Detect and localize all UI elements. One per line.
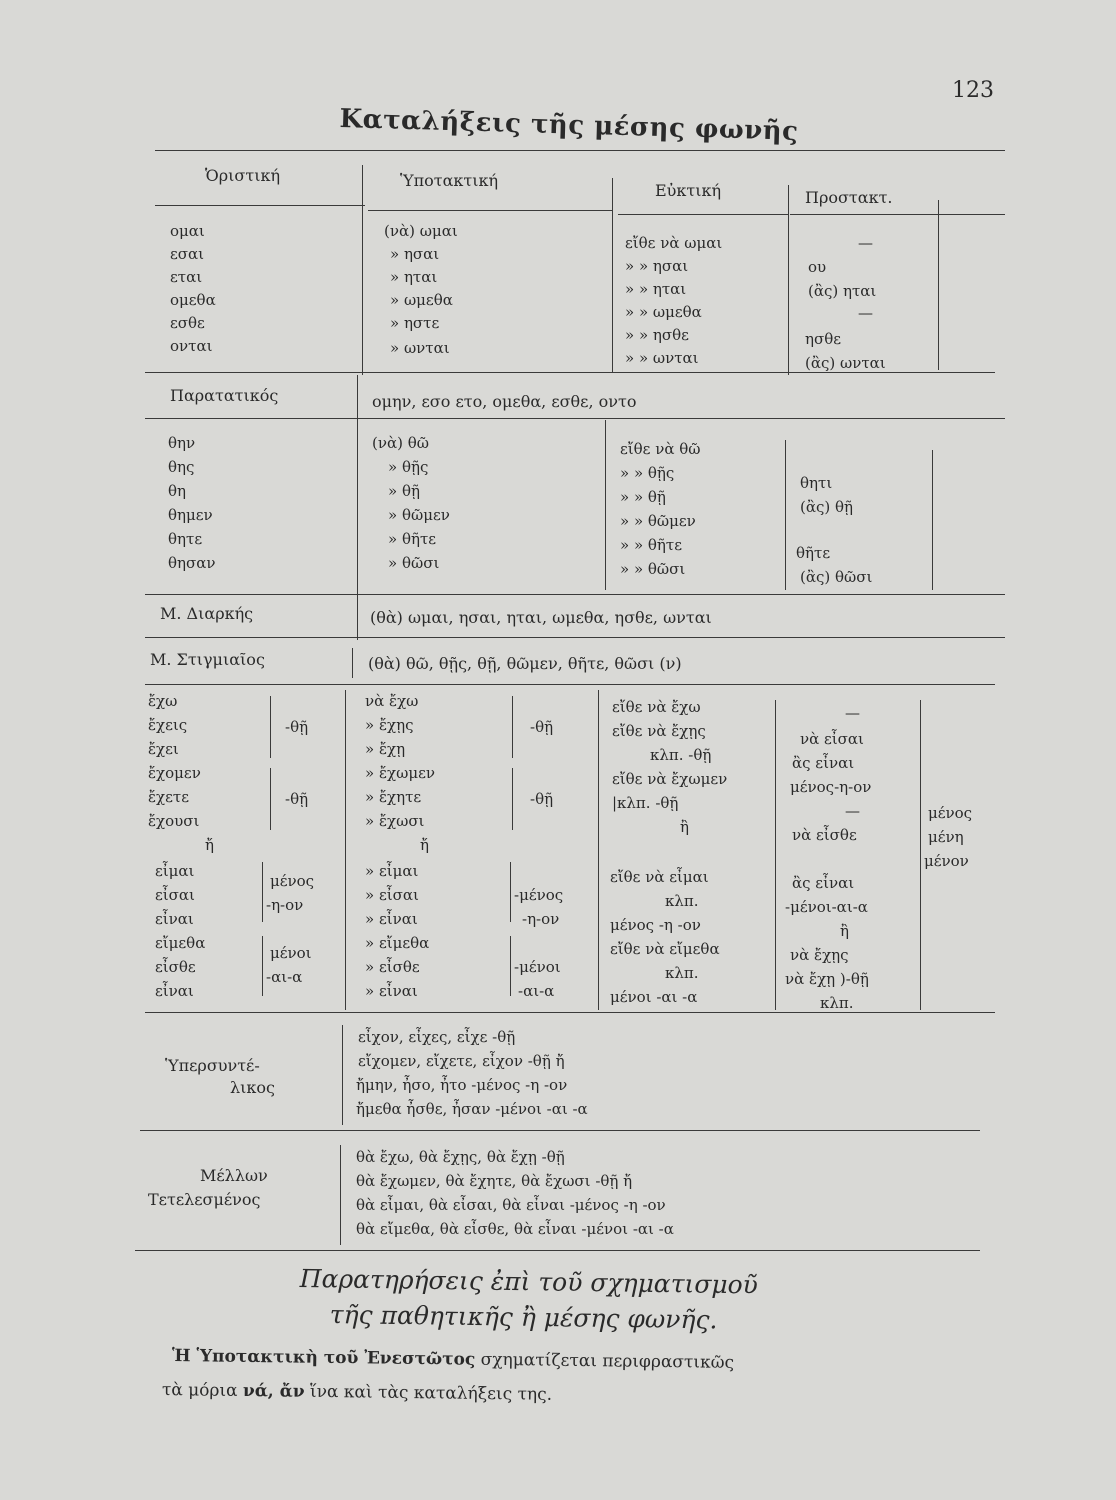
pluperfect-line: εἴχομεν, εἴχετε, εἶχον -θῇ ἤ (358, 1052, 565, 1070)
column-rule (362, 165, 363, 375)
imperfect-label: Παρατατικός (170, 386, 279, 405)
rule (155, 205, 365, 206)
imperfect-forms: ομην, εσο ετο, ομεθα, εσθε, οντο (372, 392, 637, 411)
aorist-ind: θην (168, 434, 196, 452)
pluperfect-line: ἤμεθα ἦσθε, ἦσαν -μένοι -αι -α (356, 1100, 588, 1118)
perfect-ind: εἶναι (155, 982, 194, 1000)
aorist-opt: » » θῶμεν (620, 512, 696, 530)
perfect-opt: εἴθε νὰ εἶμαι (610, 868, 709, 886)
perfect-imp: — (845, 802, 860, 820)
observations-post: ἵνα καὶ τὰς καταλήξεις της. (304, 1381, 553, 1405)
aorist-subj: » θῇς (388, 458, 429, 476)
perfect-ind: εἶσαι (155, 886, 195, 904)
perfect-subj: » εἶσαι (365, 886, 419, 904)
perfect-imp-side: μένη (928, 828, 964, 846)
present-imp: ησθε (805, 330, 842, 348)
present-opt: εἴθε νὰ ωμαι (625, 234, 723, 252)
perfect-opt: εἴθε νὰ ἔχωμεν (612, 770, 728, 788)
perfect-ind: ἔχετε (148, 788, 189, 806)
perfect-ind-suffix: μένοι (270, 944, 312, 962)
aorist-imp: (ἂς) θῇ (800, 498, 854, 516)
present-subj: » ηται (390, 268, 438, 286)
future-continuous-label: Μ. Διαρκής (160, 604, 254, 623)
perfect-ind-suffix: μένος (270, 872, 315, 890)
perfect-imp: μένος-η-ον (790, 778, 872, 796)
perfect-subj: » εἴμεθα (365, 934, 430, 952)
aorist-opt: » » θῇς (620, 464, 675, 482)
perfect-imp: νὰ ἔχῃ )-θῇ (785, 970, 869, 988)
perfect-ind: ἔχουσι (148, 812, 200, 830)
perfect-subj: » ἔχῃς (365, 716, 414, 734)
header-subjunctive: Ὑποτακτική (400, 171, 499, 190)
observations-rest: σχηματίζεται περιφραστικῶς (475, 1349, 735, 1373)
perfect-ind-suffix: -αι-α (266, 968, 303, 986)
perfect-ind: ἔχεις (148, 716, 188, 734)
present-opt: » » ωμεθα (625, 303, 702, 321)
perfect-ind: εἴμεθα (155, 934, 206, 952)
perfect-opt: κλπ. (665, 964, 699, 982)
perfect-ind-suffix: -θῇ (285, 790, 309, 808)
perfect-ind-suffix: -η-ον (266, 896, 304, 914)
perfect-ind-suffix: -θῇ (285, 718, 309, 736)
aorist-opt: » » θῶσι (620, 560, 686, 578)
perfect-subj-suffix: -μένοι (514, 958, 561, 976)
rule (145, 637, 1005, 638)
rule (368, 210, 613, 211)
observations-bold2: νά, ἄν (242, 1380, 305, 1402)
perfect-imp: ἢ (840, 922, 849, 940)
future-perfect-label: Τετελεσμένος (148, 1190, 261, 1209)
perfect-imp: ἂς εἶναι (792, 754, 855, 772)
perfect-subj: » ἔχωσι (365, 812, 425, 830)
perfect-opt: εἴθε νὰ εἴμεθα (610, 940, 720, 958)
aorist-imp: (ἂς) θῶσι (800, 568, 873, 586)
brace-line (262, 936, 263, 996)
rule (145, 372, 995, 373)
pluperfect-line: εἶχον, εἶχες, εἶχε -θῇ (358, 1028, 516, 1046)
present-subj: » ηστε (390, 314, 440, 332)
perfect-opt: μένος -η -ον (610, 916, 701, 934)
present-ind: ομεθα (170, 291, 216, 309)
column-rule (598, 690, 599, 1010)
rule (155, 150, 1005, 151)
aorist-subj: » θῆτε (388, 530, 437, 548)
brace-line (512, 696, 513, 758)
perfect-subj-suffix: -η-ον (522, 910, 560, 928)
page-title: Καταλήξεις τῆς μέσης φωνῆς (339, 104, 799, 147)
rule (790, 214, 1005, 215)
perfect-subj-suffix: -θῇ (530, 718, 554, 736)
perfect-subj-suffix: -αι-α (518, 982, 555, 1000)
perfect-imp: ἂς εἶναι (792, 874, 855, 892)
present-ind: ονται (170, 337, 213, 355)
pluperfect-label: λικος (230, 1078, 276, 1097)
aorist-imp: θῆτε (796, 544, 831, 562)
column-rule (357, 375, 358, 640)
rule (145, 594, 1005, 595)
present-ind: ομαι (170, 222, 205, 240)
pluperfect-line: ἤμην, ἦσο, ἦτο -μένος -η -ον (356, 1076, 568, 1094)
present-imp: (ἂς) ωνται (805, 354, 886, 372)
aorist-subj: (νὰ) θῶ (372, 434, 429, 452)
brace-line (270, 768, 271, 830)
perfect-opt: εἴθε νὰ ἔχω (612, 698, 701, 716)
aorist-opt: εἴθε νὰ θῶ (620, 440, 701, 458)
page-number: 123 (952, 78, 994, 103)
rule (135, 1250, 980, 1251)
rule (140, 1130, 980, 1131)
aorist-ind: θη (168, 482, 187, 500)
aorist-opt: » » θῆτε (620, 536, 682, 554)
observations-text-line1 (172, 1346, 734, 1373)
observations-pre: τὰ μόρια (161, 1380, 244, 1401)
header-imperative: Προστακτ. (805, 188, 893, 207)
perfect-opt: μένοι -αι -α (610, 988, 698, 1006)
present-imp: ου (808, 258, 827, 276)
present-imp: — (858, 234, 873, 252)
perfect-imp: νὰ εἶσθε (792, 826, 857, 844)
perfect-subj: ἤ (420, 836, 429, 854)
brace-line (512, 768, 513, 830)
header-optative: Εὐκτική (655, 181, 722, 200)
pluperfect-label: Ὑπερσυντέ- (165, 1056, 260, 1075)
perfect-imp: νὰ ἔχῃς (790, 946, 849, 964)
future-perfect-line: θὰ εἶμαι, θὰ εἶσαι, θὰ εἶναι -μένος -η -ον (356, 1196, 666, 1214)
perfect-subj-suffix: -μένος (514, 886, 564, 904)
future-simple-forms: (θὰ) θῶ, θῇς, θῇ, θῶμεν, θῆτε, θῶσι (ν) (368, 654, 682, 673)
column-rule (352, 648, 353, 678)
perfect-subj: » ἔχωμεν (365, 764, 435, 782)
present-opt: » » ηται (625, 280, 687, 298)
future-perfect-label: Μέλλων (200, 1166, 268, 1185)
present-opt: » » ωνται (625, 349, 699, 367)
present-ind: εσαι (170, 245, 205, 263)
perfect-opt: κλπ. -θῇ (650, 746, 712, 764)
perfect-subj: » εἶναι (365, 982, 418, 1000)
column-rule (605, 420, 606, 590)
column-rule (612, 178, 613, 373)
perfect-ind: ἤ (205, 836, 214, 854)
observations-title-line2: τῆς παθητικῆς ἢ μέσης φωνῆς. (329, 1300, 718, 1335)
aorist-ind: θητε (168, 530, 203, 548)
aorist-ind: θης (168, 458, 195, 476)
perfect-opt: εἴθε νὰ ἔχῃς (612, 722, 706, 740)
aorist-subj: » θῶμεν (388, 506, 450, 524)
future-perfect-line: θὰ ἔχω, θὰ ἔχῃς, θὰ ἔχῃ -θῇ (356, 1148, 565, 1166)
column-rule (342, 1025, 343, 1125)
perfect-subj: » ἔχῃ (365, 740, 406, 758)
present-imp: — (858, 304, 873, 322)
perfect-subj: » ἔχητε (365, 788, 422, 806)
observations-text-line2 (162, 1380, 552, 1405)
aorist-ind: θησαν (168, 554, 216, 572)
perfect-subj-suffix: -θῇ (530, 790, 554, 808)
present-ind: εσθε (170, 314, 205, 332)
observations-bold: Ἡ Ὑποτακτικὴ τοῦ Ἐνεστῶτος (171, 1346, 476, 1370)
perfect-opt: κλπ. (665, 892, 699, 910)
perfect-subj: » εἶναι (365, 910, 418, 928)
perfect-imp: νὰ εἶσαι (800, 730, 864, 748)
perfect-imp: -μένοι-αι-α (785, 898, 868, 916)
perfect-imp: κλπ. (820, 994, 854, 1012)
future-perfect-line: θὰ εἴμεθα, θὰ εἶσθε, θὰ εἶναι -μένοι -αι -α (356, 1220, 674, 1238)
present-opt: » » ησθε (625, 326, 689, 344)
perfect-opt: |κλπ. -θῇ (612, 794, 679, 812)
column-rule (788, 185, 789, 375)
perfect-ind: ἔχει (148, 740, 179, 758)
future-perfect-line: θὰ ἔχωμεν, θὰ ἔχητε, θὰ ἔχωσι -θῇ ἤ (356, 1172, 633, 1190)
brace-line (510, 936, 511, 996)
brace-line (270, 696, 271, 758)
perfect-ind: εἶναι (155, 910, 194, 928)
perfect-ind: ἔχομεν (148, 764, 201, 782)
column-rule (345, 690, 346, 1010)
column-rule (340, 1145, 341, 1245)
perfect-ind: εἶμαι (155, 862, 195, 880)
brace-line (510, 862, 511, 922)
rule (145, 1012, 995, 1013)
header-indicative: Ὁριστική (205, 166, 281, 185)
aorist-subj: » θῇ (388, 482, 420, 500)
column-rule (920, 700, 921, 1010)
rule (145, 418, 1005, 419)
aorist-imp: θητι (800, 474, 833, 492)
perfect-imp: — (845, 704, 860, 722)
present-imp: (ἂς) ηται (808, 282, 877, 300)
present-subj: » ωμεθα (390, 291, 453, 309)
brace-line (262, 862, 263, 922)
future-simple-label: Μ. Στιγμιαῖος (150, 650, 265, 669)
aorist-opt: » » θῇ (620, 488, 666, 506)
present-ind: εται (170, 268, 203, 286)
column-rule (938, 200, 939, 370)
present-opt: » » ησαι (625, 257, 689, 275)
perfect-subj: νὰ ἔχω (365, 692, 419, 710)
perfect-opt: ἢ (680, 818, 689, 836)
perfect-ind: εἶσθε (155, 958, 196, 976)
column-rule (932, 450, 933, 590)
perfect-ind: ἔχω (148, 692, 178, 710)
present-subj: (νὰ) ωμαι (384, 222, 458, 240)
perfect-imp-side: μένος (928, 804, 973, 822)
aorist-ind: θημεν (168, 506, 213, 524)
present-subj: » ωνται (390, 339, 450, 357)
column-rule (775, 700, 776, 1010)
column-rule (785, 440, 786, 590)
observations-title-line1: Παρατηρήσεις ἐπὶ τοῦ σχηματισμοῦ (299, 1264, 759, 1300)
perfect-imp-side: μένον (924, 852, 969, 870)
future-continuous-forms: (θὰ) ωμαι, ησαι, ηται, ωμεθα, ησθε, ωνται (370, 608, 712, 627)
present-subj: » ησαι (390, 245, 440, 263)
aorist-subj: » θῶσι (388, 554, 440, 572)
rule (618, 214, 788, 215)
perfect-subj: » εἶσθε (365, 958, 420, 976)
rule (145, 684, 995, 685)
perfect-subj: » εἶμαι (365, 862, 419, 880)
